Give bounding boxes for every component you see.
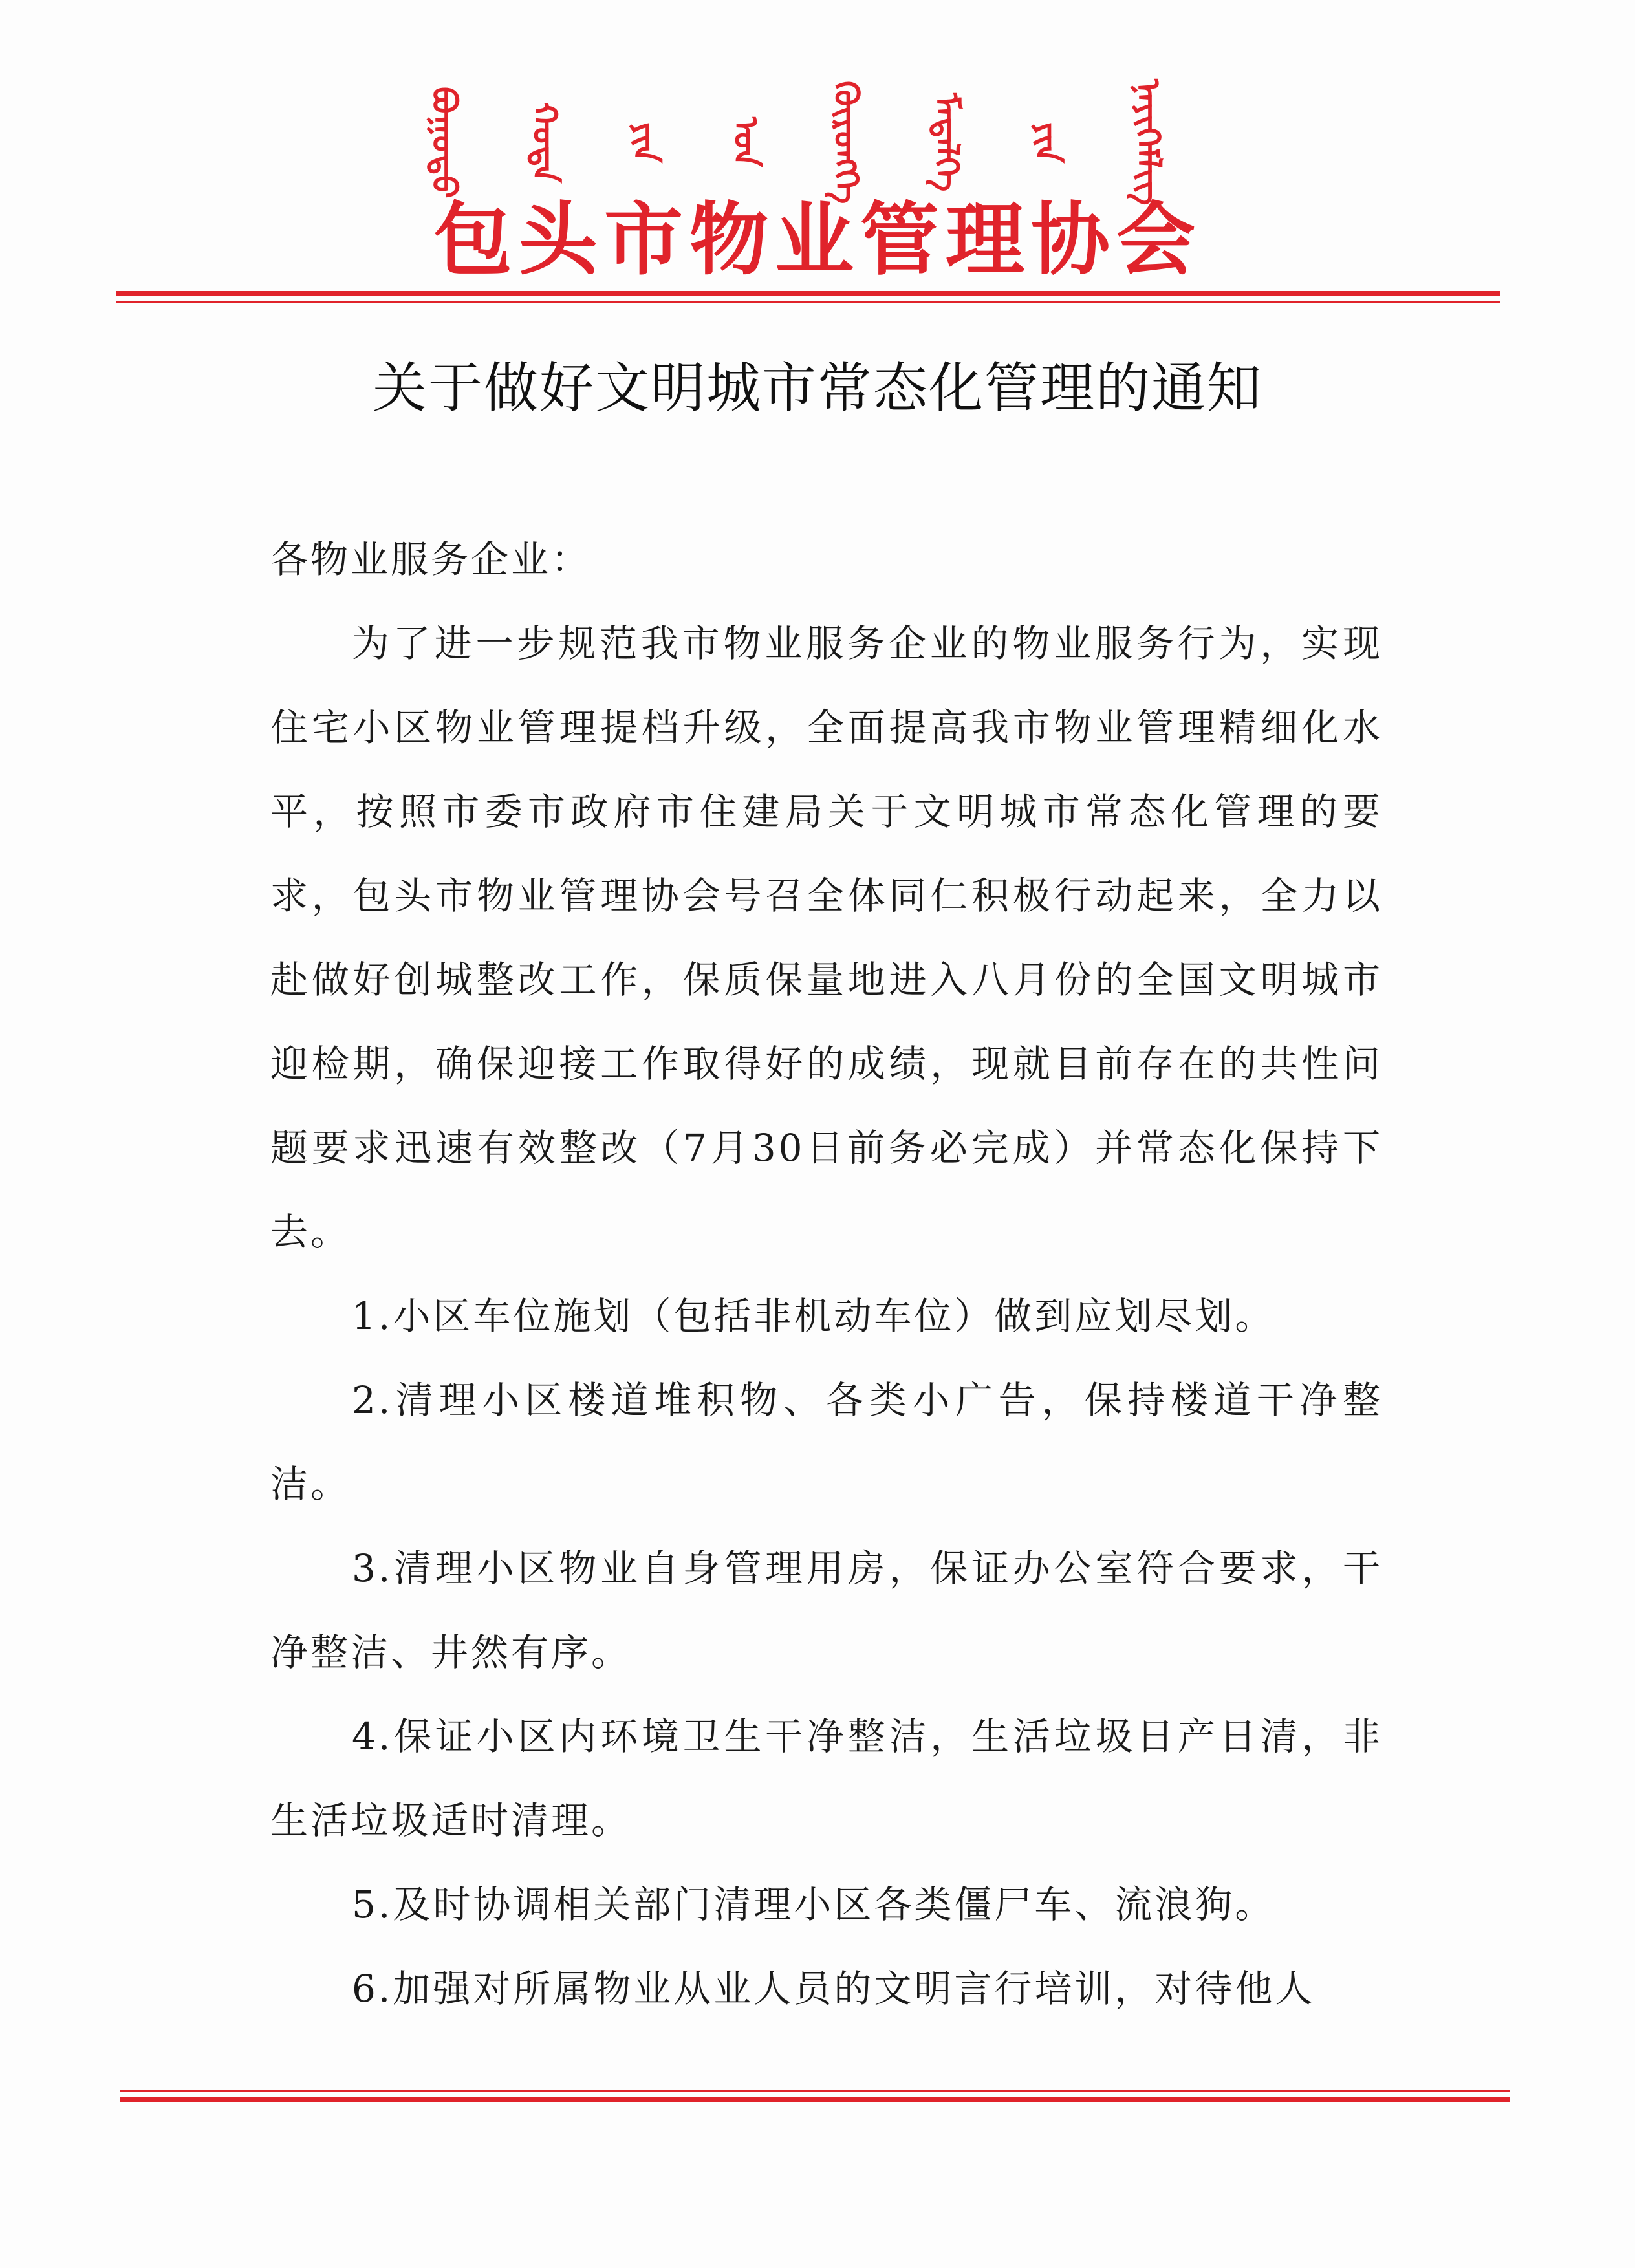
mongolian-word: ᠨᠡᠶᠢᠭᠡᠮᠯᠢᠭ: [1127, 79, 1167, 206]
organization-name: 包头市物业管理协会: [433, 193, 1202, 286]
list-item: 5.及时协调相关部门清理小区各类僵尸车、流浪狗。: [352, 1883, 1275, 1927]
list-item: 1.小区车位施划（包括非机动车位）做到应划尽划。: [352, 1294, 1275, 1338]
mongolian-word: ᠪᠣᠭᠣᠲᠣ: [424, 86, 463, 199]
mongolian-letterhead: [424, 79, 1167, 206]
salutation: 各物业服务企业：: [270, 537, 592, 581]
list-item: 6.加强对所属物业从业人员的文明言行培训，对待他人: [352, 1967, 1316, 2011]
list-item: 2.清理小区楼道堆积物、各类小广告，保持楼道干净整洁。: [270, 1378, 1383, 1506]
mongolian-word: ᠶᠢᠨ: [625, 122, 664, 163]
list-item: 4.保证小区内环境卫生干净整洁，生活垃圾日产日清，非生活垃圾适时清理。: [270, 1714, 1383, 1842]
mongolian-word: ᠬᠥᠷᠥᠩᠭᠡ: [826, 80, 865, 204]
mongolian-word: ᠮᠡᠳᠡᠯᠭᠡ: [927, 92, 966, 192]
document-body: [270, 517, 1383, 2031]
mongolian-word: ᠡᠳ: [726, 117, 765, 167]
mongolian-word: ᠶᠢᠨ: [1027, 122, 1067, 163]
document-title: 关于做好文明城市常态化管理的通知: [372, 356, 1262, 420]
header-divider: [116, 291, 1500, 303]
list-item: 3.清理小区物业自身管理用房，保证办公室符合要求，干净整洁、井然有序。: [270, 1546, 1383, 1674]
intro-paragraph: 为了进一步规范我市物业服务企业的物业服务行为，实现住宅小区物业管理提档升级，全面提高我市物业管理精细化水平，按照市委市政府市住建局关于文明城市常态化管理的要求，包头市物业管理协会号召全体同仁积极行动起来，全力以赴做好创城整改工作，保质保量地进入八月份的全国文明城市迎检期，确保迎接工作取得好的成绩，现就目前存在的共性问题要求迅速有效整改（7月30日前务必完成）并常态化保持下去。: [270, 621, 1383, 1254]
mongolian-word: ᠬᠣᠲᠠ: [525, 102, 564, 183]
footer-divider: [120, 2090, 1510, 2102]
